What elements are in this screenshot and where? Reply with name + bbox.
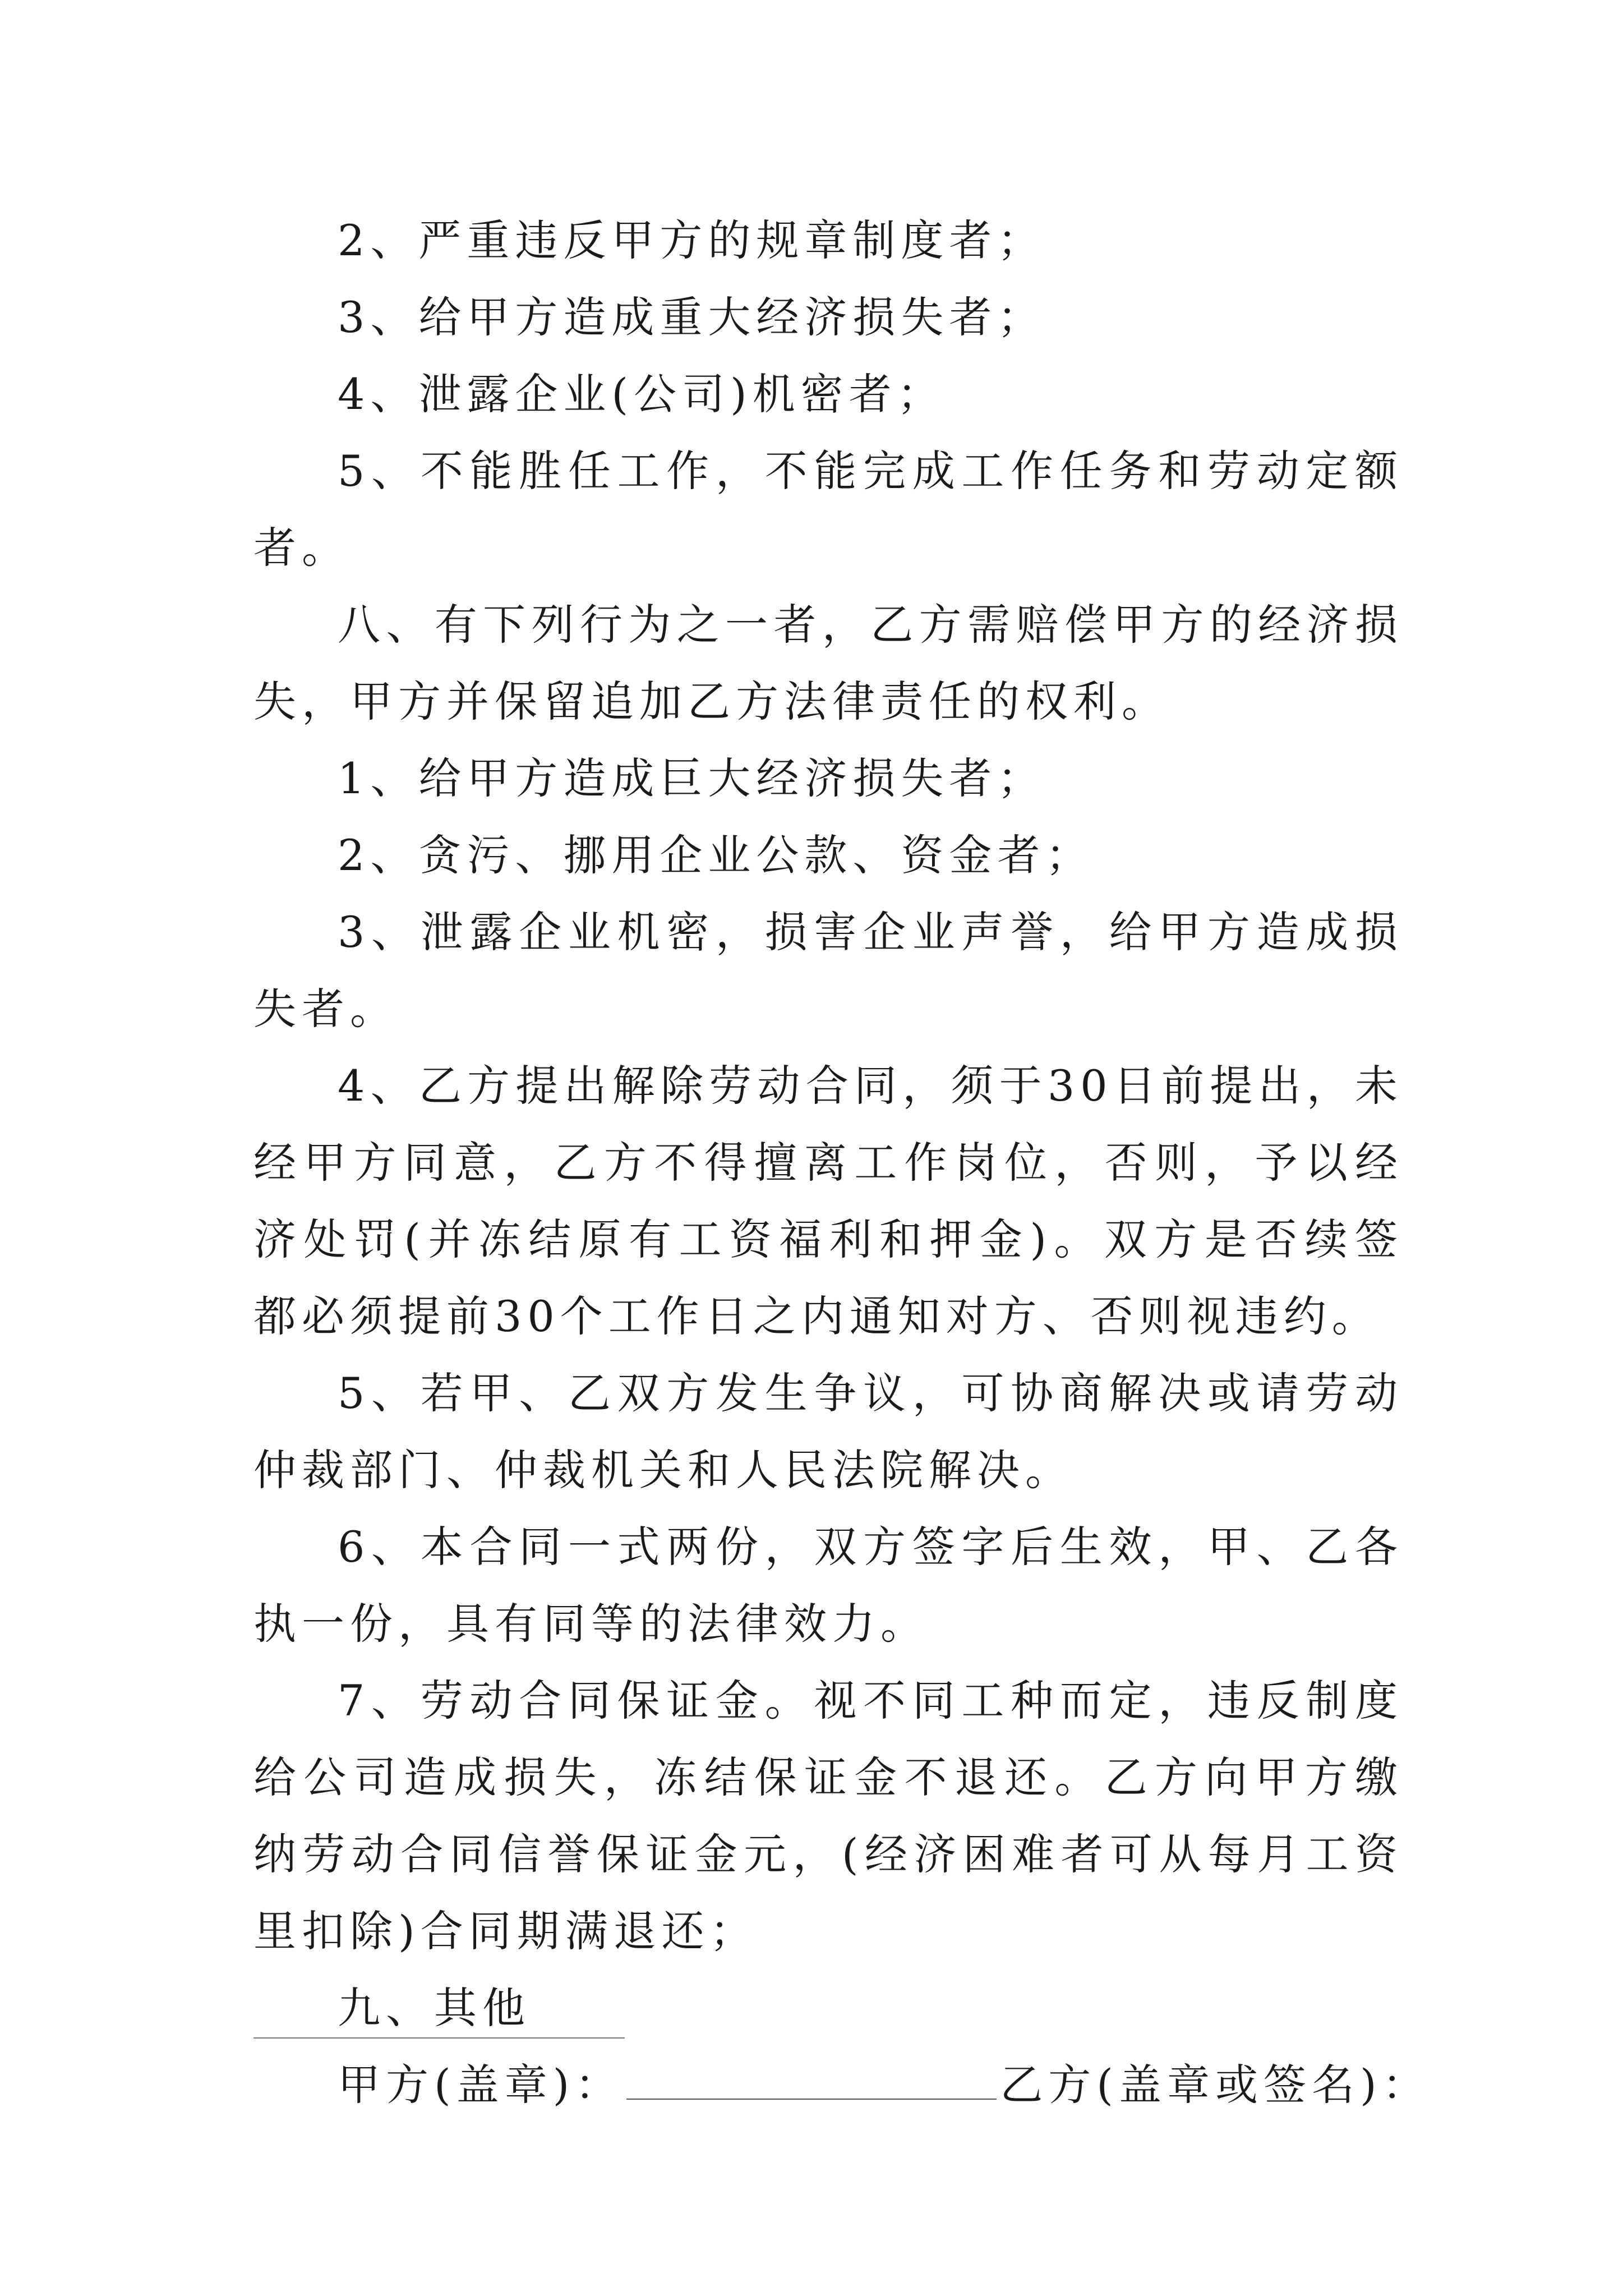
paragraph-item: 3、泄露企业机密，损害企业声誉，给甲方造成损失者。: [253, 907, 1403, 1034]
paragraph-item: 5、不能胜任工作，不能完成工作任务和劳动定额者。: [253, 446, 1403, 573]
paragraph-item: 5、若甲、乙双方发生争议，可协商解决或请劳动仲裁部门、仲裁机关和人民法院解决。: [253, 1368, 1403, 1495]
signature-row: [253, 2046, 1431, 2123]
paragraph-item: 2、贪污、挪用企业公款、资金者；: [338, 830, 1094, 880]
party-b-signature-blank: [253, 2037, 625, 2039]
party-a-signature-blank: [626, 2065, 997, 2100]
document-body: [253, 202, 1431, 2123]
paragraph-item: 2、严重违反甲方的规章制度者；: [338, 215, 1046, 265]
paragraph-item: 6、本合同一式两份，双方签字后生效，甲、乙各执一份，具有同等的法律效力。: [253, 1522, 1403, 1649]
party-a-label: 甲方(盖章)：: [338, 2060, 624, 2110]
paragraph-section-nine: 九、其他: [338, 1983, 531, 2033]
paragraph-item: 4、乙方提出解除劳动合同，须于30日前提出，未经甲方同意，乙方不得擅离工作岗位，否则，予以经济处罚(并冻结原有工资福利和押金)。双方是否续签都必须提前30个工作日之内通知对方、否则视违约。: [253, 1061, 1403, 1341]
paragraph-item: 7、劳动合同保证金。视不同工种而定，违反制度给公司造成损失，冻结保证金不退还。乙方向甲方缴纳劳动合同信誉保证金元，(经济困难者可从每月工资里扣除)合同期满退还；: [253, 1676, 1403, 1956]
paragraph-item: 3、给甲方造成重大经济损失者；: [338, 292, 1046, 342]
party-b-label: 乙方(盖章或签名)：: [1000, 2060, 1431, 2110]
paragraph-item: 4、泄露企业(公司)机密者；: [338, 369, 946, 419]
paragraph-section-eight: 八、有下列行为之一者，乙方需赔偿甲方的经济损失，甲方并保留追加乙方法律责任的权利。: [253, 600, 1403, 726]
paragraph-item: 1、给甲方造成巨大经济损失者；: [338, 753, 1046, 803]
